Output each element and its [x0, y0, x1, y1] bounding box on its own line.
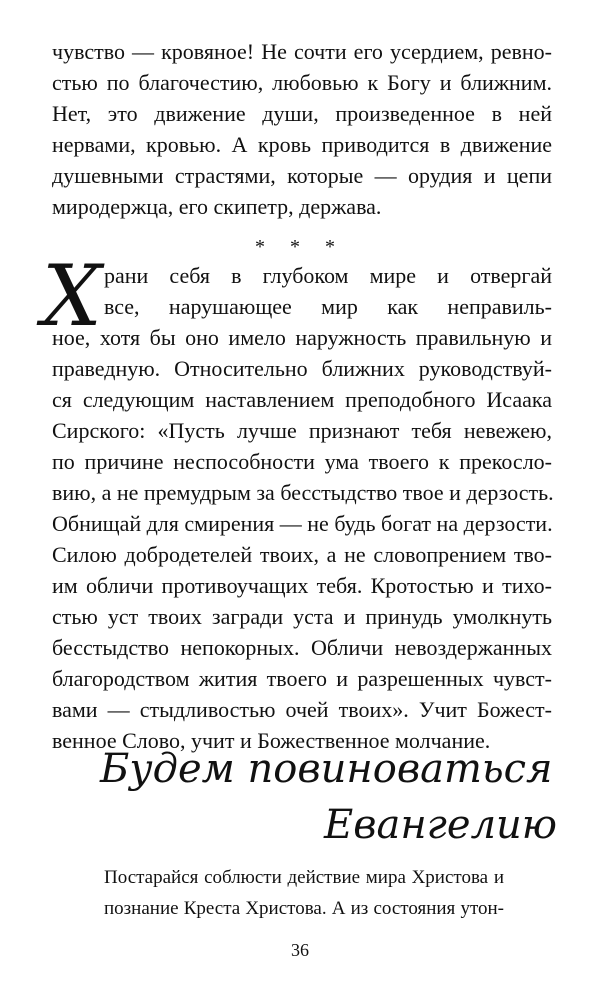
- text-line: вами — стыдливостью очей твоих». Учит Божест-: [52, 697, 552, 722]
- text-line: Сирского: «Пусть лучше признают тебя невежею,: [52, 418, 552, 443]
- paragraph-main: [52, 260, 552, 756]
- text-line: вию, а не премудрым за бесстыдство твое и дерзость.: [52, 480, 554, 505]
- paragraph-chapter-start: [104, 862, 504, 924]
- text-line: стью по благочестию, любовью к Богу и ближним.: [52, 70, 552, 95]
- text-line: праведную. Относительно ближних руководствуй-: [52, 356, 552, 381]
- text-line: душевными страстями, которые — орудия и цепи: [52, 163, 552, 188]
- text-line: Постарайся соблюсти действие мира Христова и: [104, 867, 504, 888]
- text-line: ся следующим наставлением преподобного Исаака: [52, 387, 552, 412]
- text-line: чувство — кровяное! Не сочти его усердием, ревно-: [52, 39, 552, 64]
- section-separator: * * *: [255, 236, 345, 258]
- paragraph-continued: [52, 36, 552, 222]
- text-line: нервами, кровью. А кровь приводится в движение: [52, 132, 552, 157]
- chapter-heading-line-1: Будем повиноваться: [100, 746, 553, 792]
- chapter-heading-line-2: Евангелию: [324, 802, 558, 848]
- text-line: Нет, это движение души, произведенное в ней: [52, 101, 552, 126]
- text-line: познание Креста Христова. А из состояния утон-: [104, 898, 504, 919]
- text-line: благородством жития твоего и разрешенных чувст-: [52, 666, 552, 691]
- text-line: бесстыдство непокорных. Обличи невоздержанных: [52, 635, 552, 660]
- text-line: им обличи противоучащих тебя. Кротостью и тихо-: [52, 573, 552, 598]
- text-line: Обнищай для смирения — не будь богат на дерзости.: [52, 511, 553, 536]
- text-line: рани себя в глубоком мире и отвергай: [104, 263, 552, 288]
- text-line: Силою добродетелей твоих, а не словопрением тво-: [52, 542, 552, 567]
- text-line: по причине неспособности ума твоего к прекосло-: [52, 449, 552, 474]
- text-line: венное Слово, учит и Божественное молчание.: [52, 728, 491, 753]
- drop-cap: Х: [42, 247, 102, 345]
- text-line: миродержца, его скипетр, держава.: [52, 194, 382, 219]
- page-number: 36: [291, 940, 309, 960]
- text-line: все, нарушающее мир как неправиль-: [104, 294, 552, 319]
- text-line: ное, хотя бы оно имело наружность правильную и: [52, 325, 552, 350]
- text-line: стью уст твоих загради уста и принудь умолкнуть: [52, 604, 552, 629]
